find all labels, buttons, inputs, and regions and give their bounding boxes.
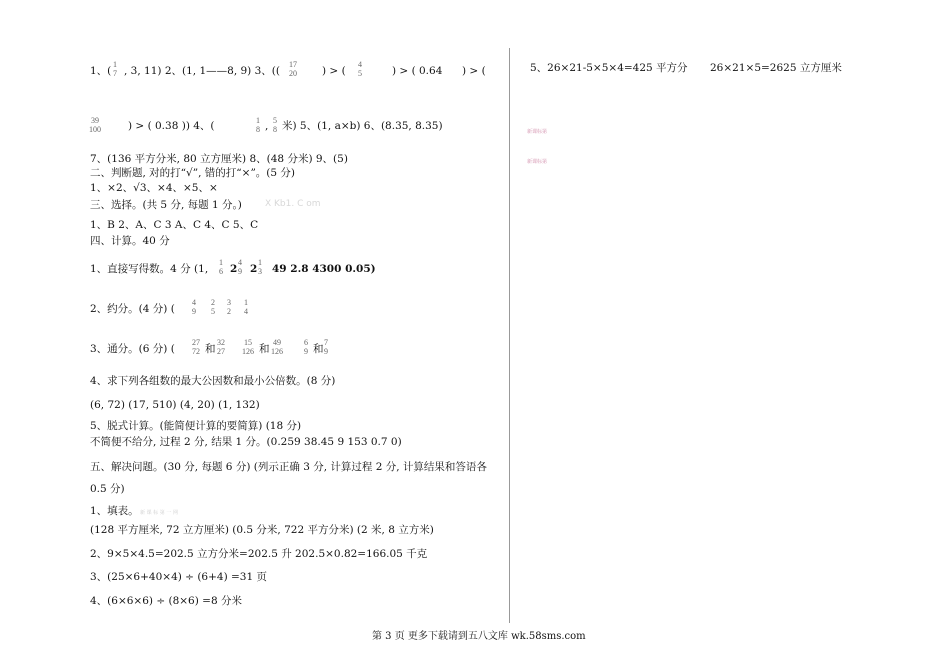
and-word: 和 [313, 343, 324, 355]
section-problems-heading: 五、解决问题。(30 分, 每题 6 分) (列示正确 3 分, 计算过程 2 分, 计算结果和答语各 [90, 461, 487, 473]
answer-line-3: 7、(136 平方分米, 80 立方厘米) 8、(48 分米) 9、(5) [90, 153, 348, 165]
answer-line-2a: ) > ( 0.38 )) 4、( [128, 120, 215, 132]
section-judge-heading: 二、判断题, 对的打“√”, 错的打“×”。(5 分) [90, 167, 296, 179]
problem-5-answer-b: 26×21×5=2625 立方厘米 [710, 62, 842, 74]
watermark-text: X Kb1. C om [265, 199, 321, 209]
answer-line-1c: ) > ( [322, 65, 346, 77]
whole-number: 2 [230, 263, 238, 275]
watermark-text: 新课标第 [527, 159, 548, 165]
column-divider [509, 48, 510, 623]
calc-2-label: 2、约分。(4 分) ( [90, 303, 175, 315]
fraction: 15 126 [242, 338, 254, 356]
judge-answers: 1、×2、√3、×4、×5、× [90, 182, 218, 194]
answer-line-1b: , 3, 11) 2、(1, 1——8, 9) 3、(( [124, 65, 280, 77]
problem-1-label: 1、填表。 [90, 505, 139, 517]
answer-line-2b: 米) 5、(1, a×b) 6、(8.35, 8.35) [282, 120, 443, 132]
problem-1-answer: (128 平方厘米, 72 立方厘米) (0.5 分米, 722 平方分米) (2 米, 8 立方米) [90, 524, 434, 536]
section-problems-heading-cont: 0.5 分) [90, 483, 125, 495]
choice-answers: 1、B 2、A、C 3 A、C 4、C 5、C [90, 219, 259, 231]
problem-5-answer: 5、26×21-5×5×4=425 平方分 [530, 62, 688, 74]
whole-number: 2 [250, 263, 258, 275]
fraction: 1 8 [256, 116, 260, 134]
answer-line-1d: ) > ( 0.64 [392, 65, 443, 77]
fraction: 4 9 [238, 258, 242, 276]
fraction: 1 4 [244, 298, 248, 316]
fraction: 39 100 [89, 116, 101, 134]
watermark-text: 新课标第 [527, 129, 548, 135]
calc-1-values: 49 2.8 4300 0.05) [272, 263, 376, 275]
fraction: 27 72 [192, 338, 200, 356]
fraction: 4 9 [192, 298, 196, 316]
problem-3-answer: 3、(25×6+40×4) ÷ (6+4) =31 页 [90, 571, 268, 583]
answer-line-1a: 1、( [90, 65, 112, 77]
fraction: 17 20 [289, 60, 297, 78]
calc-5-label: 5、脱式计算。(能简便计算的要简算) (18 分) [90, 420, 302, 432]
calc-3-label: 3、通分。(6 分) ( [90, 343, 175, 355]
fraction: 4 5 [358, 60, 362, 78]
calc-1-label: 1、直接写得数。4 分 (1, [90, 263, 209, 275]
fraction: 1 6 [219, 258, 223, 276]
watermark-text: 新 课 标 第 一 网 [140, 510, 178, 516]
fraction: 49 126 [271, 338, 283, 356]
problem-4-answer: 4、(6×6×6) ÷ (8×6) =8 分米 [90, 595, 242, 607]
comma: , [265, 120, 269, 132]
fraction: 2 5 [211, 298, 215, 316]
fraction: 7 9 [324, 338, 328, 356]
calc-4-label: 4、求下列各组数的最大公因数和最小公倍数。(8 分) [90, 375, 336, 387]
and-word: 和 [259, 343, 270, 355]
and-word: 和 [205, 343, 216, 355]
fraction: 5 8 [273, 116, 277, 134]
problem-2-answer: 2、9×5×4.5=202.5 立方分米=202.5 升 202.5×0.82=166.05 千克 [90, 548, 428, 560]
fraction: 6 9 [304, 338, 308, 356]
page-footer: 第 3 页 更多下载请到五八文库 wk.58sms.com [372, 631, 586, 642]
calc-4-values: (6, 72) (17, 510) (4, 20) (1, 132) [90, 399, 260, 411]
section-calc-heading: 四、计算。40 分 [90, 235, 170, 247]
fraction: 3 2 [227, 298, 231, 316]
section-choice-heading: 三、选择。(共 5 分, 每题 1 分。) [90, 199, 242, 211]
calc-5-values: 不简便不给分, 过程 2 分, 结果 1 分。(0.259 38.45 9 153 0.7 0) [90, 436, 402, 448]
fraction: 1 7 [113, 60, 117, 78]
answer-line-1e: ) > ( [462, 65, 486, 77]
fraction: 32 27 [217, 338, 225, 356]
fraction: 1 3 [258, 258, 262, 276]
